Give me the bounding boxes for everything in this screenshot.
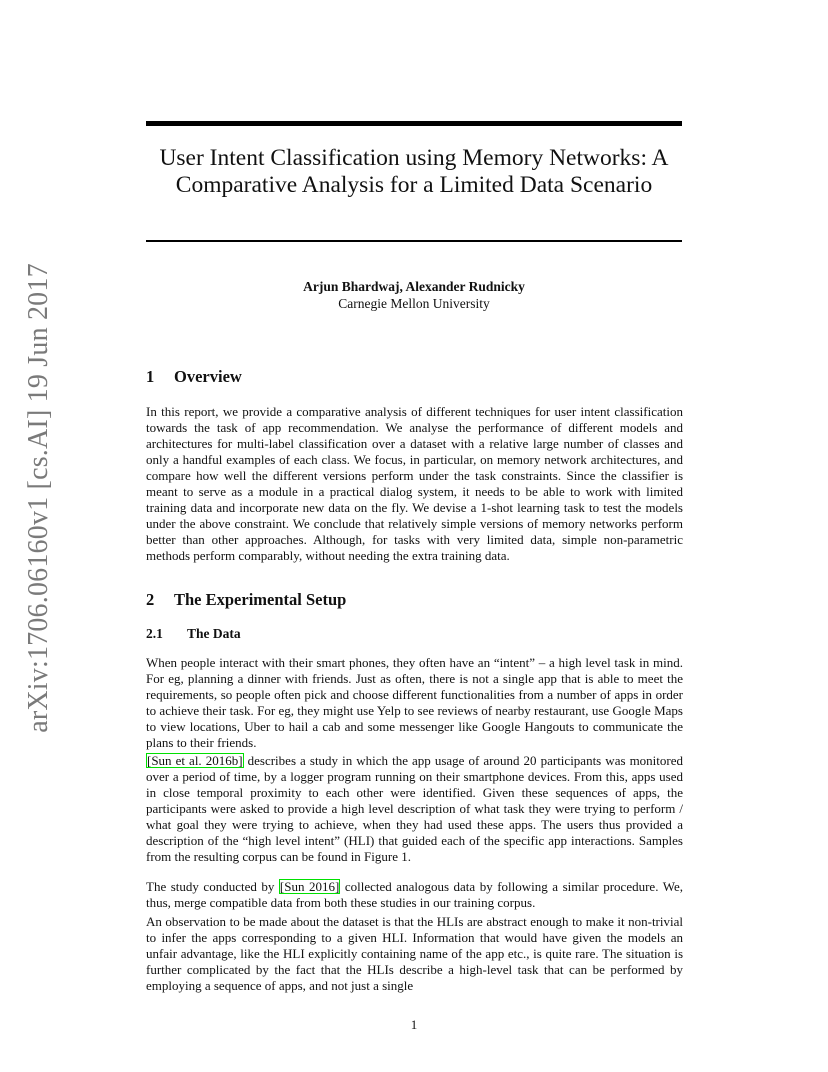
data-paragraph-3	[146, 879, 683, 911]
subsection-heading-the-data	[146, 625, 241, 642]
section-title: The Experimental Setup	[174, 590, 347, 609]
author-names: Arjun Bhardwaj, Alexander Rudnicky	[303, 279, 525, 294]
section-number: 1	[146, 367, 155, 386]
title-bottom-rule	[146, 240, 682, 242]
citation-link-sun-2016b[interactable]: [Sun et al. 2016b]	[147, 753, 243, 768]
section-title: Overview	[174, 367, 242, 386]
section-heading-overview	[146, 367, 242, 387]
paper-title: User Intent Classification using Memory Networks: A Comparative Analysis for a Limited Data Scenario	[159, 145, 669, 198]
data-paragraph-2	[146, 753, 683, 865]
arxiv-identifier: arXiv:1706.06160v1 [cs.AI] 19 Jun 2017	[23, 263, 54, 733]
subsection-title: The Data	[187, 626, 241, 641]
author-affiliation: Carnegie Mellon University	[338, 296, 490, 311]
subsection-number: 2.1	[146, 626, 163, 641]
citation-link-sun-2016[interactable]: [Sun 2016]	[279, 879, 340, 894]
title-top-rule	[146, 121, 682, 126]
data-paragraph-2-text: describes a study in which the app usage of around 20 participants was monitored over a period of time, by a logger program running on their smartphone devices. From this, apps used in close temporal proximity to each other were identified. Given these sequences of apps, the participants were asked to provide a high level description of what task they were trying to perform / what goal they were trying to achieve, when they had used these apps. The users thus provided a description of the “high level intent” (HLI) that guided each of the specific app interactions. Samples from the resulting corpus can be found in Figure 1.	[146, 753, 684, 864]
data-paragraph-1: When people interact with their smart phones, they often have an “intent” – a high level task in mind. For eg, planning a dinner with friends. Just as often, there is not a single app that is able to meet the requirements, so people often pick and choose different functionalities from a number of apps in order to achieve their task. For eg, they might use Yelp to see reviews of nearby restaurant, use Google Maps to view locations, Uber to hail a cab and some messenger like Google Hangouts to communicate the plans to their friends.	[146, 655, 683, 750]
data-paragraph-4: An observation to be made about the dataset is that the HLIs are abstract enough to make it non-trivial to infer the apps corresponding to a given HLI. Information that would have given the models an unfair advantage, like the HLI explicitly containing name of the app etc., is quite rare. The situation is further complicated by the fact that the HLIs describe a high-level task that can be performed by employing a sequence of apps, and not just a single	[146, 914, 683, 993]
page-number: 1	[410, 1017, 418, 1032]
data-paragraph-3-lead: The study conducted by	[146, 879, 279, 894]
section-heading-experimental-setup	[146, 590, 346, 610]
author-block	[146, 278, 682, 312]
section-number: 2	[146, 590, 155, 609]
data-paragraph-3-text: collected analogous data by following a similar procedure. We, thus, merge compatible data from both these studies in our training corpus.	[146, 879, 683, 910]
overview-paragraph: In this report, we provide a comparative analysis of different techniques for user intent classification towards the task of app recommendation. We analyse the performance of different models and architectures for multi-label classification over a dataset with a relative large number of classes and only a handful examples of each class. We focus, in particular, on memory network architectures, and compare how well the different versions perform under the task constraints. Since the classifier is meant to serve as a module in a practical dialog system, it needs to be able to work with limited training data and incorporate new data on the fly. We devise a 1-shot learning task to test the models under the above constraint. We conclude that relatively simple versions of memory networks perform better than other approaches. Although, for tasks with very limited data, simple non-parametric methods perform comparably, without needing the extra training data.	[146, 404, 683, 563]
